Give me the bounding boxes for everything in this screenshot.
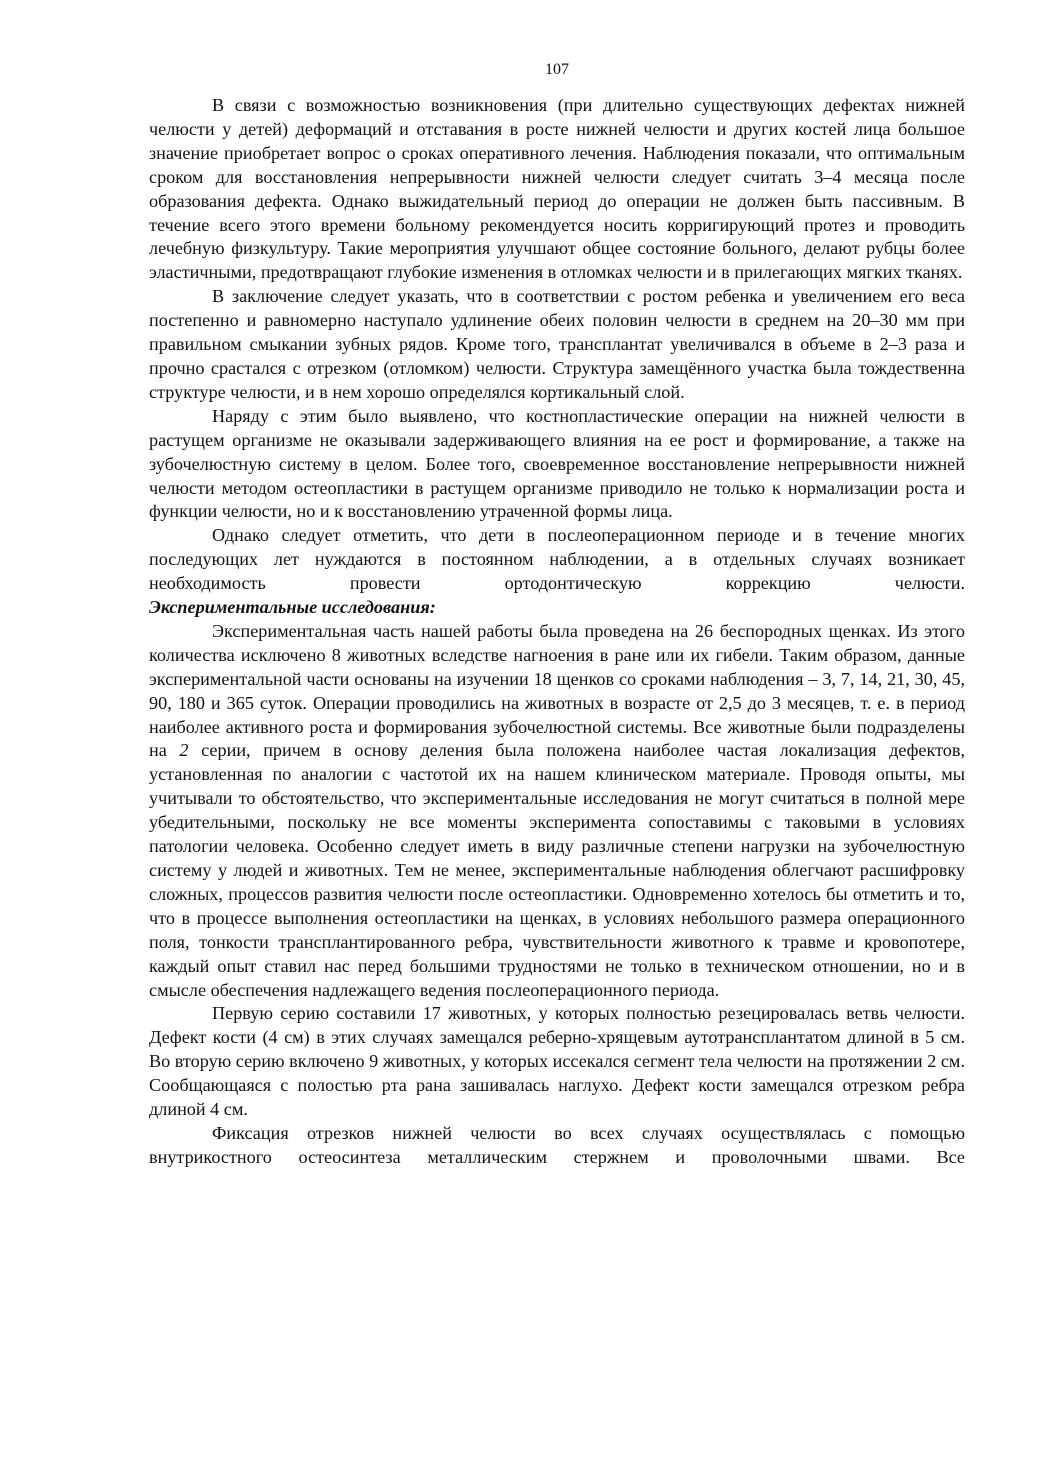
paragraph-osteoplasty-effect: Наряду с этим было выявлено, что костнопластические операции на нижней челюсти в растущем организме не оказывали задерживающего влияния на ее рост и формирование, а также на зубочелюстную систему в целом. Более того, своевременное восстановление непрерывности нижней челюсти методом остеопластики в растущем организме приводило не только к нормализации роста и функции челюсти, но и к восстановлению утраченной формы лица.	[149, 405, 965, 522]
paragraph-series: Первую серию составили 17 животных, у которых полностью резецировалась ветвь челюсти. Дефект кости (4 см) в этих случаях замещался реберно-хрящевым аутотрансплантатом длиной в 5 см. Во вторую серию включено 9 животных, у которых иссекался сегмент тела челюсти на протяжении 2 см. Сообщающаяся с полостью рта рана зашивалась наглухо. Дефект кости замещался отрезком ребра длиной 4 см.	[149, 1003, 965, 1120]
experimental-text-part-1: Экспериментальная часть нашей работы была проведена на 26 беспородных щенках. Из этого количества исключено 8 животных вследстве нагноения в ране или их гибели. Таким образом, данные экспериментальной части основаны на изучении 18 щенков со сроками наблюдения – 3, 7, 14, 21, 30, 45, 90, 180 и 365 суток. Операции проводились на животных в возрасте от 2,5 до 3 месяцев, т. е. в период наиболее активного роста и формирования зубочелюстной системы. Все животные были подразделены на	[149, 620, 965, 761]
page-number: 107	[545, 61, 569, 78]
series-count-italic: 2	[179, 740, 189, 761]
section-heading-experimental: Экспериментальные исследования:	[149, 597, 436, 618]
document-page	[149, 58, 965, 1170]
paragraph-experimental	[149, 620, 965, 1003]
paragraph-follow-up: Однако следует отметить, что дети в послеоперационном периоде и в течение многих последующих лет нуждаются в постоянном наблюдении, а в отдельных случаях возникает необходимость провести ортодонтическую коррекцию челюсти.	[149, 525, 965, 594]
paragraph-conclusion: В заключение следует указать, что в соответствии с ростом ребенка и увеличением его веса постепенно и равномерно наступало удлинение обеих половин челюсти в среднем на 20–30 мм при правильном смыкании зубных рядов. Кроме того, трансплантат увеличивался в объеме в 2–3 раза и прочно срастался с отрезком (отломком) челюсти. Структура замещённого участка была тождественна структуре челюсти, и в нем хорошо определялся кортикальный слой.	[149, 286, 965, 402]
paragraph-fixation: Фиксация отрезков нижней челюсти во всех случаях осуществлялась с помощью внутрикостного остеосинтеза металлическим стержнем и проволочными швами. Все	[149, 1122, 965, 1167]
paragraph-growth-timing: В связи с возможностью возникновения (при длительно существующих дефектах нижней челюсти у детей) деформаций и отставания в росте нижней челюсти и других костей лица большое значение приобретает вопрос о сроках оперативного лечения. Наблюдения показали, что оптимальным сроком для восстановления непрерывности нижней челюсти следует считать 3–4 месяца после образования дефекта. Однако выжидательный период до операции не должен быть пассивным. В течение всего этого времени больному рекомендуется носить корригирующий протез и проводить лечебную физкультуру. Такие мероприятия улучшают общее состояние больного, делают рубцы более эластичными, предотвращают глубокие изменения в отломках челюсти и в прилегающих мягких тканях.	[149, 95, 965, 283]
experimental-text-part-2: серии, причем в основу деления была положена наиболее частая локализация дефектов, установленная по аналогии с частотой их на нашем клиническом материале. Проводя опыты, мы учитывали то обстоятельство, что экспериментальные исследования не могут считаться в полной мере убедительными, поскольку не все моменты эксперимента сопоставимы с таковыми в условиях патологии человека. Особенно следует иметь в виду различные степени нагрузки на зубочелюстную систему у людей и животных. Тем не менее, экспериментальные наблюдения облегчают расшифровку сложных, процессов развития челюсти после остеопластики. Одновременно хотелось бы отметить и то, что в процессе выполнения остеопластики на щенках, в условиях небольшого размера операционного поля, тонкости трансплантированного ребра, чувствительности животного к травме и кровопотере, каждый опыт ставил нас перед большими трудностями не только в техническом отношении, но и в смысле обеспечения надлежащего ведения послеоперационного периода.	[149, 740, 966, 1000]
